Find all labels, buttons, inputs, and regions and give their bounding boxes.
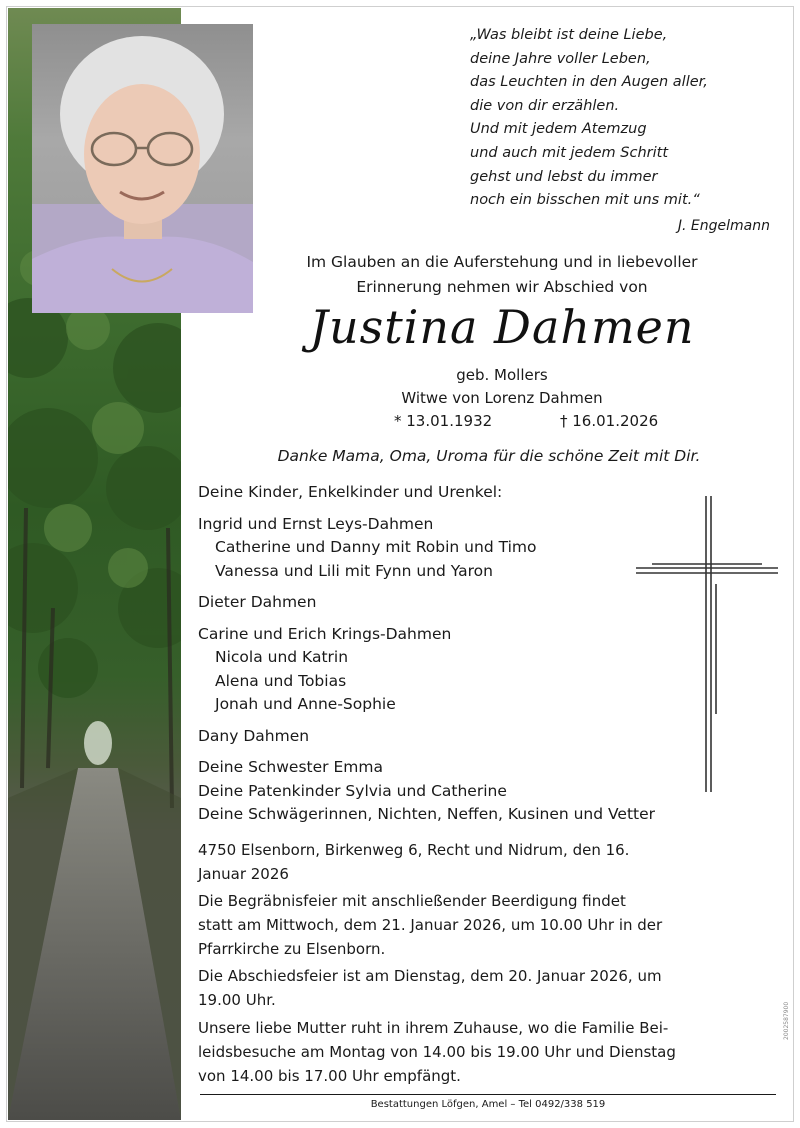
footer-divider	[200, 1094, 776, 1095]
family-member: Alena und Tobias	[215, 671, 347, 690]
quote-line: „Was bleibt ist deine Liebe,	[470, 27, 668, 43]
quote-line: die von dir erzählen.	[470, 97, 620, 114]
family-other: Deine Schwester Emma	[198, 758, 383, 776]
funeral-line: Die Begräbnisfeier mit anschließender Beerdigung findet	[198, 892, 626, 910]
condolence-line: von 14.00 bis 17.00 Uhr empfängt.	[198, 1067, 461, 1085]
quote-author: J. Engelmann	[677, 218, 770, 234]
intro-line: Im Glauben an die Auferstehung und in liebevoller	[306, 253, 698, 271]
funeral-notice	[198, 889, 780, 961]
family-heading: Deine Kinder, Enkelkinder und Urenkel:	[198, 483, 503, 501]
condolence-line: Unsere liebe Mutter ruht in ihrem Zuhause, wo die Familie Bei-	[198, 1019, 669, 1037]
family-group-head: Ingrid und Ernst Leys-Dahmen	[198, 514, 434, 533]
family-group-head: Dany Dahmen	[198, 726, 310, 745]
death-date: † 16.01.2026	[560, 412, 659, 430]
maiden-name: geb. Mollers	[456, 366, 548, 384]
family-member: Jonah und Anne-Sophie	[215, 695, 396, 713]
condolence-line: leidsbesuche am Montag von 14.00 bis 19.00 Uhr und Dienstag	[198, 1043, 676, 1061]
thanks-line: Danke Mama, Oma, Uroma für die schöne Zeit mit Dir.	[277, 447, 701, 465]
family-other: Deine Schwägerinnen, Nichten, Neffen, Kusinen und Vetter	[198, 805, 656, 823]
place-date	[198, 838, 780, 886]
funeral-line: statt am Mittwoch, dem 21. Januar 2026, um 10.00 Uhr in der	[198, 916, 663, 934]
side-code: 2002587900	[783, 1001, 790, 1040]
widow-of: Witwe von Lorenz Dahmen	[401, 389, 603, 407]
farewell-line: Die Abschiedsfeier ist am Dienstag, dem 20. Januar 2026, um	[198, 967, 662, 985]
funeral-home-footer: Bestattungen Löfgen, Amel – Tel 0492/338 519	[370, 1099, 606, 1110]
intro-line: Erinnerung nehmen wir Abschied von	[356, 278, 648, 296]
condolence-notice	[198, 1016, 780, 1088]
quote-line: und auch mit jedem Schritt	[470, 144, 669, 161]
place-line: Januar 2026	[198, 865, 289, 883]
quote-line: noch ein bisschen mit uns mit.“	[470, 192, 700, 209]
family-member: Vanessa und Lili mit Fynn und Yaron	[215, 561, 493, 580]
family-member: Nicola und Katrin	[215, 648, 349, 666]
intro-text	[232, 250, 772, 300]
portrait-photo	[32, 24, 253, 313]
deceased-name: Justina Dahmen	[309, 300, 695, 354]
farewell-notice	[198, 964, 780, 1012]
family-member: Catherine und Danny mit Robin und Timo	[215, 538, 537, 556]
poem-quote	[470, 24, 786, 213]
family-group-head: Carine und Erich Krings-Dahmen	[198, 624, 452, 643]
farewell-line: 19.00 Uhr.	[198, 991, 276, 1009]
cross-icon	[632, 494, 782, 794]
quote-line: das Leuchten in den Augen aller,	[470, 74, 708, 91]
birth-date: * 13.01.1932	[394, 412, 493, 430]
family-other: Deine Patenkinder Sylvia und Catherine	[198, 781, 507, 800]
funeral-line: Pfarrkirche zu Elsenborn.	[198, 940, 386, 958]
quote-line: Und mit jedem Atemzug	[470, 121, 647, 138]
quote-line: gehst und lebst du immer	[470, 168, 658, 185]
family-group-head: Dieter Dahmen	[198, 593, 317, 611]
place-line: 4750 Elsenborn, Birkenweg 6, Recht und Nidrum, den 16.	[198, 841, 630, 859]
quote-line: deine Jahre voller Leben,	[470, 50, 651, 67]
